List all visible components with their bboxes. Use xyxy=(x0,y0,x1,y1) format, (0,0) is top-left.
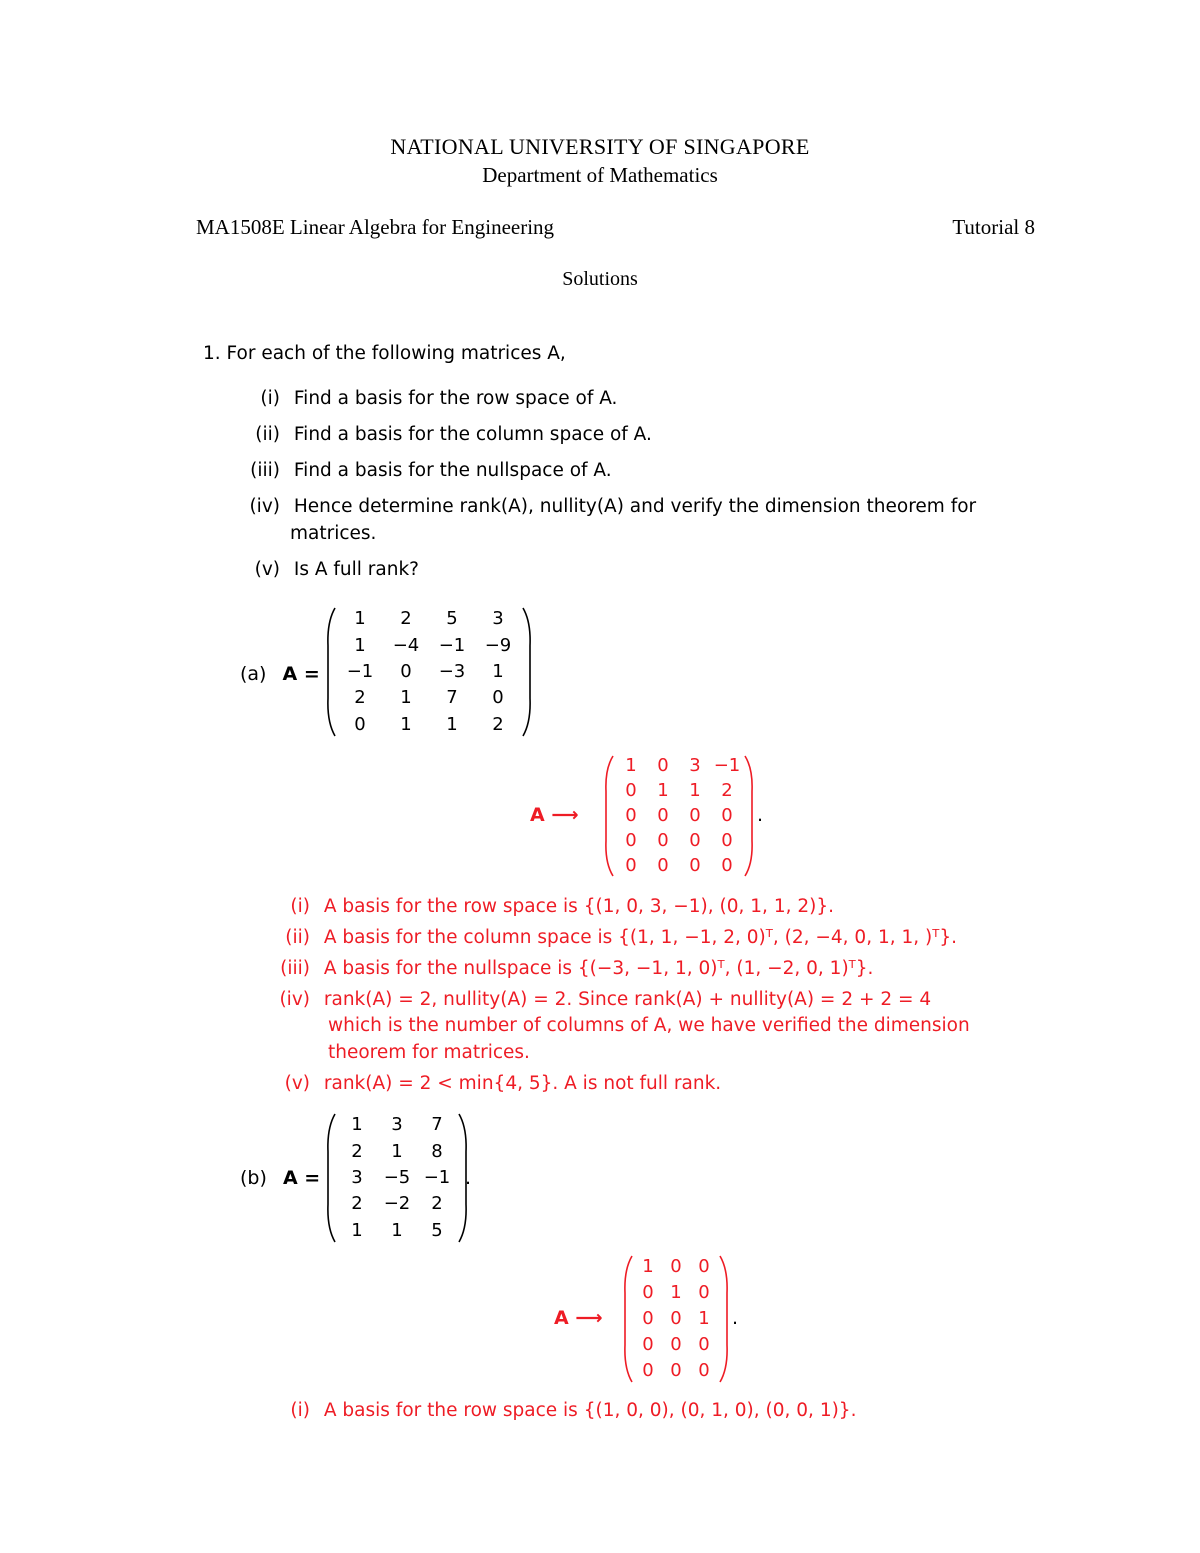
matrix-entry: 1 xyxy=(446,713,458,735)
right-parenthesis xyxy=(743,754,755,878)
matrix-entry: 8 xyxy=(431,1140,443,1162)
part-label: (b) xyxy=(240,1167,267,1189)
matrix-entry: 1 xyxy=(400,713,412,735)
matrix-entry: 3 xyxy=(391,1114,403,1136)
answer-text-continued: which is the number of columns of A, we have verified the dimension xyxy=(328,1015,970,1036)
matrix-entry: 1 xyxy=(657,780,669,802)
matrix-entry: 0 xyxy=(642,1308,654,1329)
matrix-entry: 0 xyxy=(689,804,701,826)
trailing-period: . xyxy=(757,804,764,826)
answer-text: A basis for the row space is {(1, 0, 0), (0, 1, 0), (0, 0, 1)}. xyxy=(323,1400,857,1421)
left-parenthesis xyxy=(325,1112,337,1244)
matrix-entry: −1 xyxy=(713,755,741,777)
matrix-entry: 2 xyxy=(351,1193,363,1215)
matrix-entry: −3 xyxy=(438,660,466,682)
matrix-entry: 0 xyxy=(657,755,669,777)
matrix-entry: 0 xyxy=(670,1256,682,1277)
matrix-entry: 0 xyxy=(492,687,504,709)
part-label: (a) xyxy=(240,663,267,685)
matrix-entry: 0 xyxy=(625,780,637,802)
course-title: MA1508E Linear Algebra for Engineering xyxy=(196,215,555,239)
answer-label: (ii) xyxy=(285,927,310,948)
task-text: Find a basis for the row space of A. xyxy=(293,388,618,409)
left-parenthesis xyxy=(622,1254,634,1384)
matrix-a xyxy=(325,606,533,738)
task-label: (i) xyxy=(260,388,280,409)
matrix-entry: 1 xyxy=(391,1140,403,1162)
matrix-entry: 1 xyxy=(492,660,504,682)
matrix-entry: 0 xyxy=(642,1334,654,1355)
matrix-entry: 0 xyxy=(670,1308,682,1329)
question-intro xyxy=(203,343,566,364)
matrix-entry: 1 xyxy=(354,634,366,656)
answer-label: (v) xyxy=(284,1073,310,1094)
matrix-entry: 1 xyxy=(670,1282,682,1303)
matrix-entry: 0 xyxy=(625,804,637,826)
matrix-entry: −1 xyxy=(346,660,374,682)
matrix-entry: 0 xyxy=(354,713,366,735)
answer-text: A basis for the row space is {(1, 0, 3, −1), (0, 1, 1, 2)}. xyxy=(323,896,834,917)
matrix-entry: −1 xyxy=(438,634,466,656)
task-item xyxy=(240,424,652,445)
matrix-b xyxy=(325,1112,472,1244)
tutorial-number: Tutorial 8 xyxy=(952,215,1035,239)
answer-label: (i) xyxy=(290,896,310,917)
matrix-entry: 1 xyxy=(698,1308,710,1329)
task-item xyxy=(240,496,976,517)
matrix-entry: 2 xyxy=(354,687,366,709)
matrix-entries xyxy=(615,754,743,878)
matrix-entry: 0 xyxy=(689,829,701,851)
task-text: Find a basis for the column space of A. xyxy=(293,424,652,445)
answer-item xyxy=(270,896,834,917)
matrix-entry: 1 xyxy=(351,1114,363,1136)
answer-item xyxy=(270,1400,856,1421)
matrix-entry: 0 xyxy=(400,660,412,682)
question-number: 1. xyxy=(203,343,221,364)
answer-item xyxy=(270,1073,721,1094)
matrix-entry: 0 xyxy=(721,854,733,876)
matrix-entry: 2 xyxy=(351,1140,363,1162)
matrix-lhs: A = xyxy=(282,663,320,685)
task-text: Find a basis for the nullspace of A. xyxy=(293,460,612,481)
part-a-label xyxy=(240,663,320,685)
answer-text: rank(A) = 2 < min{4, 5}. A is not full rank. xyxy=(323,1073,722,1094)
matrix-entry: 0 xyxy=(657,804,669,826)
answer-label: (iv) xyxy=(279,989,310,1010)
matrix-entry: 1 xyxy=(354,608,366,630)
rref-matrix-b xyxy=(622,1254,730,1384)
matrix-entry: 0 xyxy=(670,1360,682,1381)
matrix-entry: 0 xyxy=(721,829,733,851)
matrix-entry: 0 xyxy=(625,854,637,876)
left-parenthesis xyxy=(325,606,337,738)
matrix-entry: 0 xyxy=(698,1256,710,1277)
matrix-entry: 3 xyxy=(492,608,504,630)
matrix-entry: 3 xyxy=(689,755,701,777)
matrix-entry: 1 xyxy=(391,1219,403,1241)
task-label: (ii) xyxy=(255,424,280,445)
matrix-entry: 0 xyxy=(657,854,669,876)
matrix-entries xyxy=(337,606,521,738)
matrix-entry: 5 xyxy=(446,608,458,630)
matrix-entry: −9 xyxy=(484,634,512,656)
answer-label: (i) xyxy=(290,1400,310,1421)
part-b-label xyxy=(240,1167,320,1189)
matrix-entry: 1 xyxy=(625,755,637,777)
question-intro-text: For each of the following matrices A, xyxy=(226,343,566,364)
page-subtitle: Solutions xyxy=(562,268,638,290)
task-label: (iv) xyxy=(249,496,280,517)
matrix-entry: 2 xyxy=(400,608,412,630)
matrix-entry: 0 xyxy=(642,1282,654,1303)
task-label: (iii) xyxy=(250,460,280,481)
answer-text-continued: theorem for matrices. xyxy=(328,1042,530,1063)
rref-arrow-b: A ⟶ xyxy=(554,1307,603,1329)
answer-text: rank(A) = 2, nullity(A) = 2. Since rank(A) + nullity(A) = 2 + 2 = 4 xyxy=(323,989,932,1010)
answer-text: A basis for the nullspace is {(−3, −1, 1, 0)ᵀ, (1, −2, 0, 1)ᵀ}. xyxy=(323,958,874,979)
matrix-entries xyxy=(337,1112,457,1244)
matrix-entry: 5 xyxy=(431,1219,443,1241)
task-text: Hence determine rank(A), nullity(A) and verify the dimension theorem for xyxy=(293,496,977,517)
matrix-entry: 2 xyxy=(721,780,733,802)
matrix-entry: 7 xyxy=(446,687,458,709)
matrix-entry: 0 xyxy=(721,804,733,826)
matrix-entry: −4 xyxy=(392,634,420,656)
answer-item xyxy=(270,958,873,979)
task-item xyxy=(240,460,612,481)
matrix-entry: 1 xyxy=(400,687,412,709)
matrix-entry: 1 xyxy=(642,1256,654,1277)
matrix-entry: −5 xyxy=(383,1166,411,1188)
left-parenthesis xyxy=(603,754,615,878)
right-parenthesis xyxy=(718,1254,730,1384)
matrix-entry: 0 xyxy=(657,829,669,851)
matrix-entry: −2 xyxy=(383,1193,411,1215)
matrix-entry: 0 xyxy=(625,829,637,851)
matrix-entry: −1 xyxy=(423,1166,451,1188)
answer-label: (iii) xyxy=(280,958,310,979)
answer-item xyxy=(270,989,931,1010)
task-text: Is A full rank? xyxy=(293,559,420,580)
matrix-entry: 0 xyxy=(670,1334,682,1355)
answer-text: A basis for the column space is {(1, 1, −1, 2, 0)ᵀ, (2, −4, 0, 1, 1, )ᵀ}. xyxy=(323,927,958,948)
matrix-entry: 0 xyxy=(698,1282,710,1303)
matrix-entry: 0 xyxy=(698,1360,710,1381)
trailing-period: . xyxy=(465,1167,472,1189)
matrix-entries xyxy=(634,1254,718,1384)
task-label: (v) xyxy=(254,559,280,580)
trailing-period: . xyxy=(732,1307,739,1329)
matrix-entry: 0 xyxy=(698,1334,710,1355)
matrix-entry: 0 xyxy=(642,1360,654,1381)
university-name: NATIONAL UNIVERSITY OF SINGAPORE xyxy=(390,134,810,159)
task-text-continued: matrices. xyxy=(290,523,377,544)
rref-matrix-a xyxy=(603,754,755,878)
matrix-entry: 2 xyxy=(431,1193,443,1215)
matrix-entry: 1 xyxy=(689,780,701,802)
matrix-entry: 2 xyxy=(492,713,504,735)
task-item xyxy=(240,559,419,580)
matrix-lhs: A = xyxy=(282,1167,321,1189)
rref-arrow-a: A ⟶ xyxy=(530,804,579,826)
task-item xyxy=(240,388,617,409)
matrix-entry: 0 xyxy=(689,854,701,876)
matrix-entry: 1 xyxy=(351,1219,363,1241)
right-parenthesis xyxy=(521,606,533,738)
matrix-entry: 7 xyxy=(431,1114,443,1136)
matrix-entry: 3 xyxy=(351,1166,363,1188)
answer-item xyxy=(270,927,957,948)
department-name: Department of Mathematics xyxy=(482,163,718,187)
